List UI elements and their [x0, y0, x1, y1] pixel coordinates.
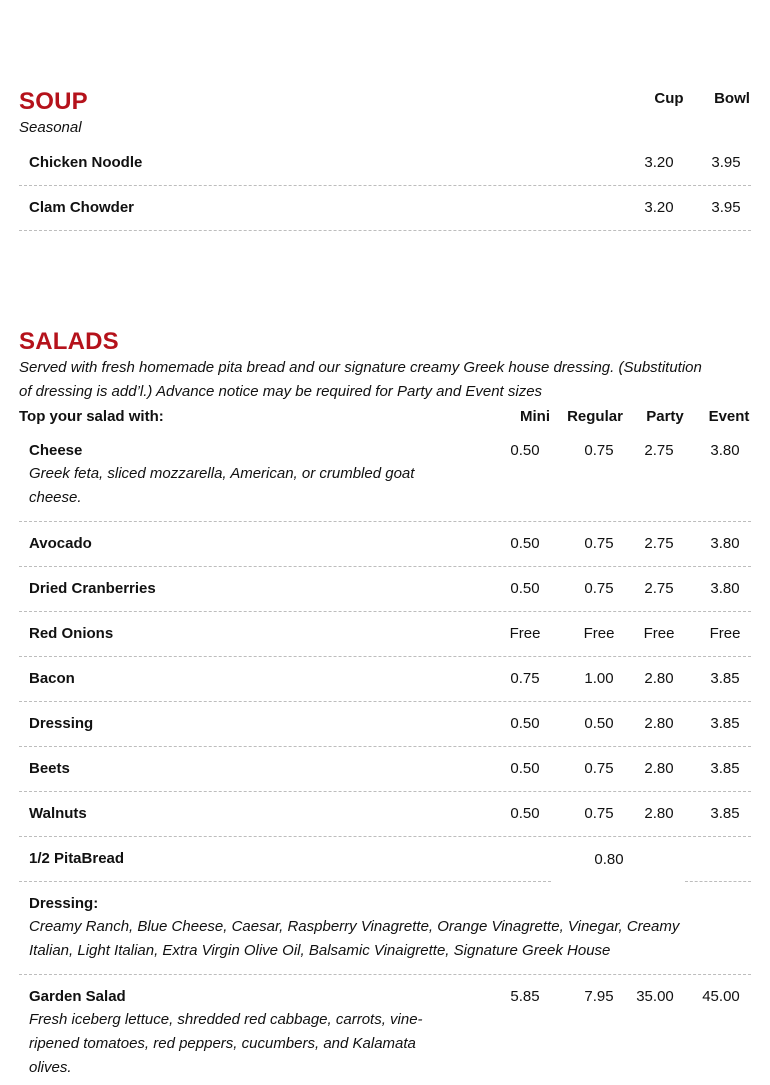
soup-column-bowl: Bowl: [714, 90, 750, 107]
price-event: 3.85: [710, 670, 740, 687]
price-event: 45.00: [702, 988, 740, 1005]
price-party: 2.75: [644, 442, 674, 459]
item-name: Walnuts: [29, 805, 87, 822]
row-divider: [19, 881, 551, 882]
price-cup: 3.20: [644, 199, 674, 216]
row-divider: [19, 656, 751, 657]
item-name: Beets: [29, 760, 70, 777]
item-description-line-2: cheese.: [29, 489, 82, 506]
salads-section-title: SALADS: [19, 328, 119, 355]
price-regular: 0.75: [584, 535, 614, 552]
price-event: 3.80: [710, 535, 740, 552]
item-name: Chicken Noodle: [29, 154, 143, 171]
item-description-line-1: Greek feta, sliced mozzarella, American, or crumbled goat: [29, 465, 415, 482]
row-divider: [19, 230, 751, 231]
price-regular: 0.75: [584, 760, 614, 777]
row-divider: [19, 521, 751, 522]
price-mini: 0.50: [510, 715, 540, 732]
column-event: Event: [708, 408, 750, 425]
price-mini: 0.75: [510, 670, 540, 687]
row-divider: [19, 611, 751, 612]
price-mini: 0.50: [510, 805, 540, 822]
item-name: Garden Salad: [29, 988, 126, 1005]
price-party: 2.80: [644, 670, 674, 687]
item-name: Bacon: [29, 670, 75, 687]
price-mini: 0.50: [510, 442, 540, 459]
dressing-list-line-1: Creamy Ranch, Blue Cheese, Caesar, Raspberry Vinagrette, Orange Vinagrette, Vinegar, Creamy: [29, 918, 680, 935]
price-regular: 0.75: [584, 442, 614, 459]
item-description-line-2: ripened tomatoes, red peppers, cucumbers, and Kalamata: [29, 1035, 416, 1052]
price-cup: 3.20: [644, 154, 674, 171]
price-party: Free: [643, 625, 675, 642]
price-regular: 0.75: [584, 580, 614, 597]
row-divider: [19, 974, 751, 975]
item-name: Avocado: [29, 535, 92, 552]
row-divider: [19, 701, 751, 702]
item-description-line-1: Fresh iceberg lettuce, shredded red cabbage, carrots, vine-: [29, 1011, 423, 1028]
row-divider: [685, 881, 751, 882]
item-name: Red Onions: [29, 625, 114, 642]
price-party: 2.80: [644, 805, 674, 822]
item-name: Dried Cranberries: [29, 580, 156, 597]
row-divider: [19, 746, 751, 747]
price-mini: Free: [509, 625, 541, 642]
price-party: 35.00: [636, 988, 674, 1005]
price-party: 2.80: [644, 715, 674, 732]
item-name: Cheese: [29, 442, 83, 459]
price-mini: 0.50: [510, 535, 540, 552]
row-divider: [19, 791, 751, 792]
salads-intro-line-1: Served with fresh homemade pita bread and our signature creamy Greek house dressing. (Substitution: [19, 359, 702, 376]
row-divider: [19, 185, 751, 186]
price-all-sizes: 0.80: [594, 851, 624, 868]
price-party: 2.80: [644, 760, 674, 777]
price-party: 2.75: [644, 580, 674, 597]
column-party: Party: [646, 408, 684, 425]
price-event: 3.85: [710, 715, 740, 732]
price-regular: 7.95: [584, 988, 614, 1005]
dressing-list-line-2: Italian, Light Italian, Extra Virgin Olive Oil, Balsamic Vinaigrette, Signature Greek House: [29, 942, 611, 959]
column-regular: Regular: [567, 408, 623, 425]
price-bowl: 3.95: [711, 199, 741, 216]
price-mini: 0.50: [510, 760, 540, 777]
price-regular: 0.50: [584, 715, 614, 732]
item-name: Clam Chowder: [29, 199, 135, 216]
soup-column-cup: Cup: [654, 90, 684, 107]
price-event: 3.80: [710, 442, 740, 459]
price-party: 2.75: [644, 535, 674, 552]
price-event: Free: [709, 625, 741, 642]
item-name: 1/2 PitaBread: [29, 850, 125, 867]
price-event: 3.80: [710, 580, 740, 597]
price-regular: 0.75: [584, 805, 614, 822]
price-event: 3.85: [710, 760, 740, 777]
price-bowl: 3.95: [711, 154, 741, 171]
soup-section-title: SOUP: [19, 88, 88, 115]
row-divider: [19, 566, 751, 567]
column-mini: Mini: [520, 408, 550, 425]
item-name: Dressing: [29, 715, 94, 732]
price-mini: 5.85: [510, 988, 540, 1005]
salads-intro-line-2: of dressing is add’l.) Advance notice may be required for Party and Event sizes: [19, 383, 543, 400]
item-description-line-3: olives.: [29, 1059, 72, 1076]
soup-subtitle: Seasonal: [19, 119, 82, 136]
price-event: 3.85: [710, 805, 740, 822]
row-divider: [19, 836, 751, 837]
toppings-label: Top your salad with:: [19, 408, 164, 425]
price-regular: 1.00: [584, 670, 614, 687]
dressing-label: Dressing:: [29, 895, 99, 912]
price-regular: Free: [583, 625, 615, 642]
price-mini: 0.50: [510, 580, 540, 597]
